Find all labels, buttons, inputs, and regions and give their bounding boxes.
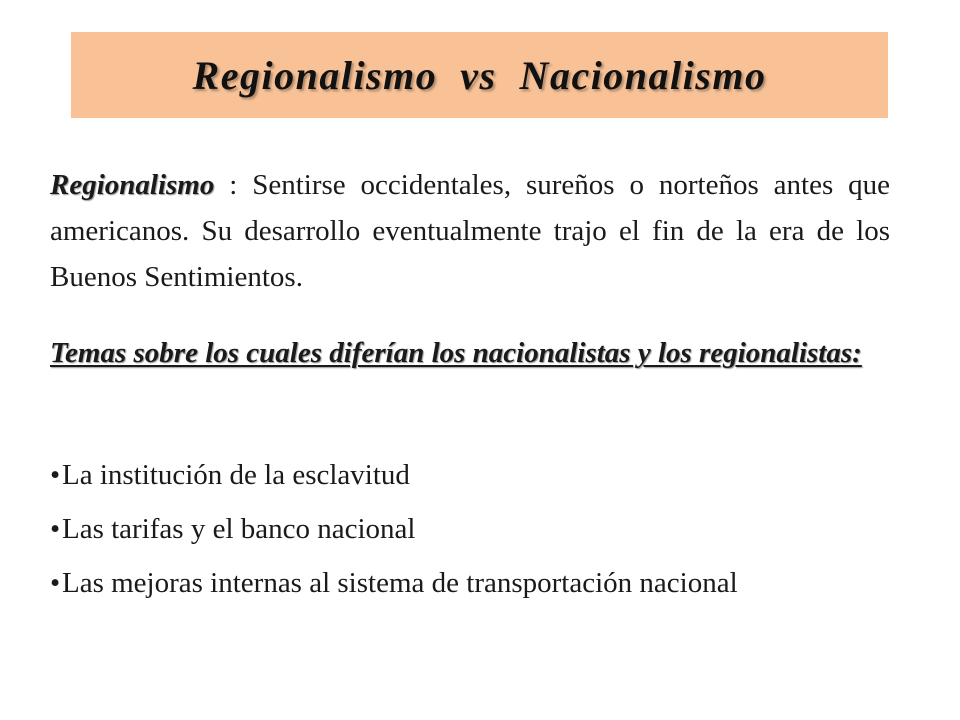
list-item-text: Las mejoras internas al sistema de transportación nacional <box>62 567 738 599</box>
topics-list <box>50 456 870 618</box>
title-banner <box>71 32 888 118</box>
definition-term: Regionalismo <box>50 169 215 201</box>
topics-subheading: Temas sobre los cuales diferían los nacionalistas y los regionalistas: <box>50 337 862 369</box>
list-item <box>50 510 870 548</box>
list-item <box>50 456 870 494</box>
bullet-icon: • <box>50 513 61 545</box>
definition-text: : Sentirse occidentales, sureños o norteños antes que americanos. Su desarrollo eventualmente trajo el fin de la era de los Buenos Sentimientos. <box>50 169 890 293</box>
list-item-text: Las tarifas y el banco nacional <box>62 513 416 545</box>
list-item-text: La institución de la esclavitud <box>62 459 410 491</box>
bullet-icon: • <box>50 567 61 599</box>
definition-paragraph <box>50 162 890 300</box>
list-item <box>50 564 870 602</box>
slide-title: Regionalismo vs Nacionalismo <box>192 52 767 98</box>
bullet-icon: • <box>50 459 61 491</box>
